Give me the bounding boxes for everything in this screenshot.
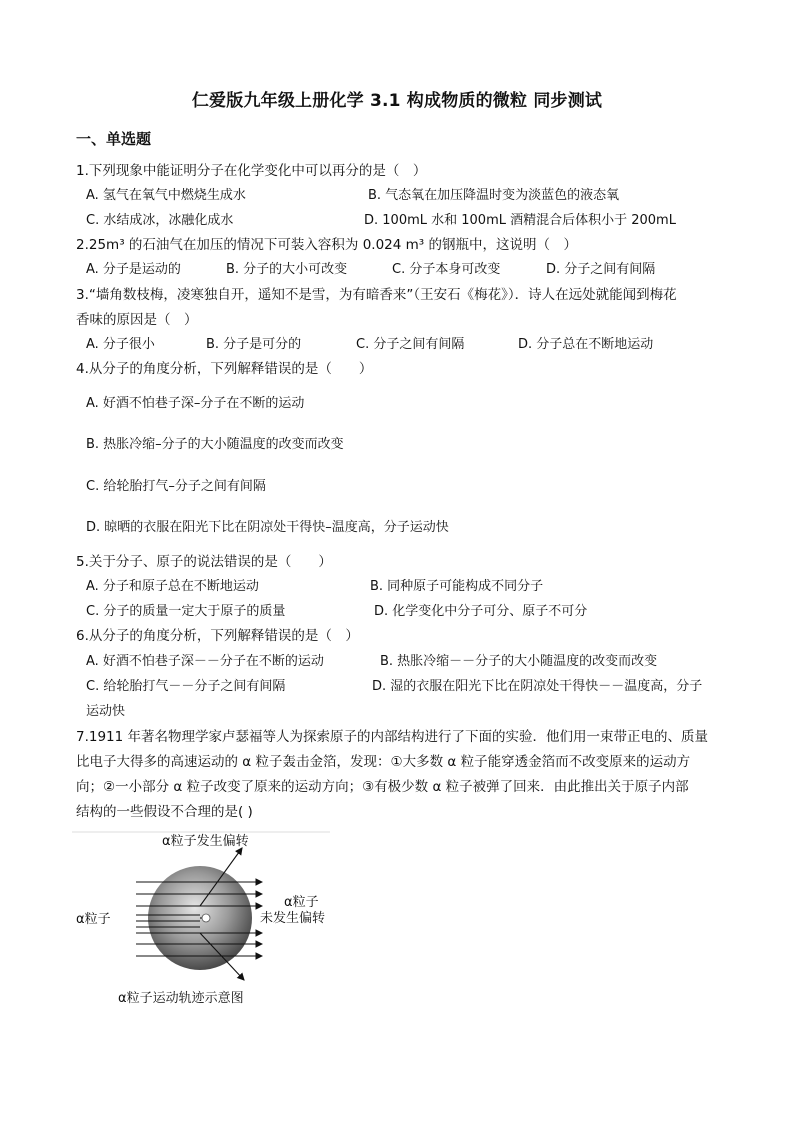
- question-4-stem: 4.从分子的角度分析，下列解释错误的是（ ）: [76, 361, 373, 377]
- question-5-option-a: A. 分子和原子总在不断地运动: [86, 579, 259, 594]
- question-1-option-a: A. 氢气在氧气中燃烧生成水: [86, 188, 246, 203]
- question-6-option-d-line-2: 运动快: [86, 704, 126, 719]
- question-7-stem-line-4: 结构的一些假设不合理的是( ): [76, 804, 253, 820]
- question-5-option-b: B. 同种原子可能构成不同分子: [370, 579, 544, 594]
- question-7-stem-line-2: 比电子大得多的高速运动的 α 粒子轰击金箔，发现：①大多数 α 粒子能穿透金箔而不改变原来的运动方: [76, 754, 691, 770]
- figure-label-alpha: α粒子: [76, 912, 111, 927]
- question-5-stem: 5.关于分子、原子的说法错误的是（ ）: [76, 554, 332, 570]
- question-4-option-b: B. 热胀冷缩–分子的大小随温度的改变而改变: [86, 437, 344, 452]
- alpha-scattering-figure: [72, 830, 334, 1010]
- page-title: 仁爱版九年级上册化学 3.1 构成物质的微粒 同步测试: [191, 91, 603, 111]
- question-3-option-c: C. 分子之间有间隔: [356, 337, 465, 352]
- question-7-stem-line-3: 向；②一小部分 α 粒子改变了原来的运动方向；③有极少数 α 粒子被弹了回来．由此推出关于原子内部: [76, 779, 689, 795]
- question-1-option-c: C. 水结成冰，冰融化成水: [86, 213, 234, 228]
- question-5-option-d: D. 化学变化中分子可分、原子不可分: [374, 604, 588, 619]
- question-6-option-a: A. 好酒不怕巷子深－－分子在不断的运动: [86, 654, 324, 669]
- question-2-option-d: D. 分子之间有间隔: [546, 262, 656, 277]
- question-2-option-c: C. 分子本身可改变: [392, 262, 501, 277]
- question-6-option-d-line-1: D. 湿的衣服在阳光下比在阴凉处干得快－－温度高，分子: [372, 679, 703, 694]
- figure-label-deflected: α粒子发生偏转: [162, 834, 249, 849]
- question-1-option-d: D. 100mL 水和 100mL 酒精混合后体积小于 200mL: [364, 213, 676, 228]
- question-1-stem: 1.下列现象中能证明分子在化学变化中可以再分的是（ ）: [76, 163, 427, 179]
- question-6-option-b: B. 热胀冷缩－－分子的大小随温度的改变而改变: [380, 654, 658, 669]
- question-4-option-c: C. 给轮胎打气–分子之间有间隔: [86, 479, 266, 494]
- figure-caption: α粒子运动轨迹示意图: [118, 991, 244, 1006]
- question-6-stem: 6.从分子的角度分析，下列解释错误的是（ ）: [76, 628, 359, 644]
- question-6-option-c: C. 给轮胎打气－－分子之间有间隔: [86, 679, 286, 694]
- question-2-stem: 2.25m³ 的石油气在加压的情况下可装入容积为 0.024 m³ 的钢瓶中，这说明（ ）: [76, 237, 577, 253]
- atom-nucleus: [202, 914, 210, 922]
- question-4-option-a: A. 好酒不怕巷子深–分子在不断的运动: [86, 396, 305, 411]
- figure-label-undeflected-2: 未发生偏转: [260, 911, 326, 926]
- question-2-option-a: A. 分子是运动的: [86, 262, 181, 277]
- figure-label-undeflected-1: α粒子: [284, 895, 319, 910]
- section-heading: 一、单选题: [76, 130, 152, 148]
- question-4-option-d: D. 晾晒的衣服在阳光下比在阴凉处干得快–温度高，分子运动快: [86, 520, 449, 535]
- question-7-stem-line-1: 7.1911 年著名物理学家卢瑟福等人为探索原子的内部结构进行了下面的实验．他们用一束带正电的、质量: [76, 729, 709, 745]
- question-5-option-c: C. 分子的质量一定大于原子的质量: [86, 604, 286, 619]
- question-2-option-b: B. 分子的大小可改变: [226, 262, 348, 277]
- question-3-stem-line-1: 3.“墙角数枝梅，凌寒独自开，遥知不是雪，为有暗香来”（王安石《梅花》）．诗人在远处就能闻到梅花: [76, 287, 677, 303]
- question-3-option-d: D. 分子总在不断地运动: [518, 337, 654, 352]
- question-3-option-a: A. 分子很小: [86, 337, 155, 352]
- question-3-option-b: B. 分子是可分的: [206, 337, 302, 352]
- question-3-stem-line-2: 香味的原因是（ ）: [76, 312, 198, 328]
- question-1-option-b: B. 气态氧在加压降温时变为淡蓝色的液态氧: [368, 188, 620, 203]
